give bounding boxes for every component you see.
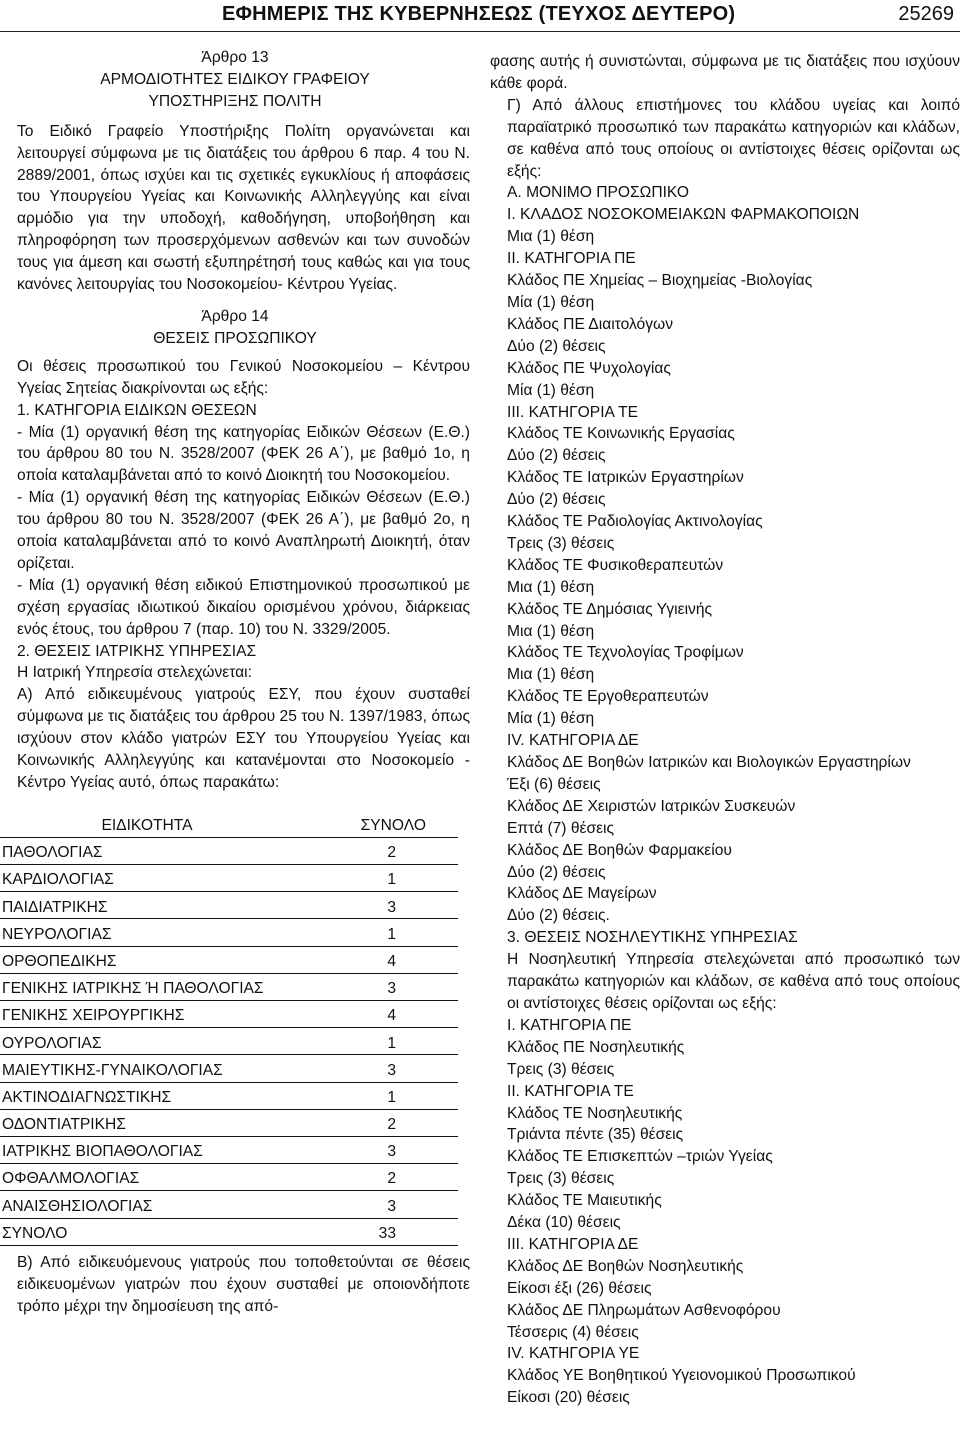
table-row — [0, 892, 458, 919]
staff-line: Είκοσι (20) θέσεις — [507, 1389, 630, 1407]
staff-line: IV. ΚΑΤΗΓΟΡΙΑ ΔΕ — [507, 732, 639, 750]
section-1-item-1: - Μία (1) οργανική θέση της κατηγορίας Ειδικών Θέσεων (Ε.Θ.) του άρθρου 80 του Ν. 3528/2007 (ΦΕΚ 26 Α΄), με βαθμό 1ο, η οποία καταλαμβάνεται από το κοινό Διοικητή του Νοσοκομείου. — [17, 423, 470, 485]
article-13-heading-1: ΑΡΜΟΔΙΟΤΗΤΕΣ ΕΙΔΙΚΟΥ ΓΡΑΦΕΙΟΥ — [100, 70, 370, 88]
col-total-header: ΣΥΝΟΛΟ — [360, 817, 426, 834]
specialty-name: ΙΑΤΡΙΚΗΣ ΒΙΟΠΑΘΟΛΟΓΙΑΣ — [2, 1143, 203, 1161]
staff-line: Α. ΜΟΝΙΜΟ ΠΡΟΣΩΠΙΚΟ — [507, 184, 689, 202]
staff-line: Κλάδος ΔΕ Χειριστών Ιατρικών Συσκευών — [507, 797, 796, 815]
staff-line: Κλάδος ΤΕ Εργοθεραπευτών — [507, 688, 709, 706]
staff-line: Κλάδος ΤΕ Νοσηλευτικής — [507, 1104, 683, 1122]
staff-line: Κλάδος ΥΕ Βοηθητικού Υγειονομικού Προσωπικού — [507, 1367, 856, 1385]
specialty-name: ΓΕΝΙΚΗΣ ΙΑΤΡΙΚΗΣ Ή ΠΑΘΟΛΟΓΙΑΣ — [2, 980, 264, 998]
staff-line: ΙΙ. ΚΑΤΗΓΟΡΙΑ ΠΕ — [507, 250, 636, 268]
table-row — [0, 837, 458, 864]
article-13-title: Άρθρο 13 — [201, 49, 269, 66]
staff-line: Μια (1) θέση — [507, 228, 595, 246]
staff-line: Είκοσι έξι (26) θέσεις — [507, 1279, 652, 1297]
article-13-body: Το Ειδικό Γραφείο Υποστήριξης Πολίτη οργανώνεται και λειτουργεί σύμφωνα με τις διατάξεις του άρθρου 6 παρ. 4 του Ν. 2889/2001, όπως ισχύει και τις σχετικές εγκυκλίους ή αποφάσεις του Υπουργείου Υγείας και Κοινωνικής Αλληλεγγύης και είναι αρμόδιο για την υποδοχή, καθοδήγηση, υποβοήθηση και πληροφόρηση των προσερχόμενων ασθενών και των συνοδών τους για άμεση και σωστή εξυπηρέτησή τους καθώς και για τους κανόνες λειτουργίας του Νοσοκομείου- Κέντρου Υγείας. — [17, 122, 470, 294]
staff-line: Μία (1) θέση — [507, 381, 595, 399]
section-2-title: 2. ΘΕΣΕΙΣ ΙΑΤΡΙΚΗΣ ΥΠΗΡΕΣΙΑΣ — [17, 642, 257, 660]
specialty-count: 1 — [387, 871, 396, 889]
specialty-count: 3 — [387, 980, 396, 998]
staff-line: Κλάδος ΔΕ Πληρωμάτων Ασθενοφόρου — [507, 1301, 781, 1319]
staff-line: Κλάδος ΠΕ Ψυχολογίας — [507, 359, 671, 377]
de-assistants-branch: Κλάδος ΔΕ Βοηθών Ιατρικών και Βιολογικών Εργαστηρίων — [507, 754, 911, 771]
article-14-title: Άρθρο 14 — [201, 307, 269, 325]
table-row — [0, 946, 458, 973]
section-1-item-2: - Μία (1) οργανική θέση της κατηγορίας Ειδικών Θέσεων (Ε.Θ.) του άρθρου 80 του Ν. 3528/2007 (ΦΕΚ 26 Α΄), με βαθμό 2ο, η οποία καταλαμβάνεται από το κοινό Αναπληρωτή Διοικητή, όταν ορίζεται. — [17, 489, 470, 572]
table-row — [0, 1218, 458, 1245]
staff-list-c — [490, 1015, 960, 1409]
staff-line: ΙΙ. ΚΑΤΗΓΟΡΙΑ ΤΕ — [507, 1082, 634, 1100]
specialty-name: ΓΕΝΙΚΗΣ ΧΕΙΡΟΥΡΓΙΚΗΣ — [2, 1007, 185, 1025]
table-row — [0, 919, 458, 946]
staff-line: Ι. ΚΑΤΗΓΟΡΙΑ ΠΕ — [507, 1016, 632, 1034]
staff-line: Κλάδος ΔΕ Βοηθών Νοσηλευτικής — [507, 1257, 744, 1275]
specialty-name: ΜΑΙΕΥΤΙΚΗΣ-ΓΥΝΑΙΚΟΛΟΓΙΑΣ — [2, 1061, 223, 1079]
section-1-item-3: - Μία (1) οργανική θέση ειδικού Επιστημονικού προσωπικού με σχέση εργασίας ιδιωτικού δικαίου ορισμένου χρόνου, διάρκειας ενός έτους, του άρθρου 7 (παρ. 10) του Ν. 3329/2005. — [17, 576, 470, 638]
staff-list-a — [490, 182, 960, 752]
staff-line: 3. ΘΕΣΕΙΣ ΝΟΣΗΛΕΥΤΙΚΗΣ ΥΠΗΡΕΣΙΑΣ — [507, 929, 798, 947]
staff-line: Κλάδος ΔΕ Μαγείρων — [507, 885, 657, 903]
staff-line: ΙΙΙ. ΚΑΤΗΓΟΡΙΑ ΤΕ — [507, 403, 639, 421]
para-c: Γ) Από άλλους επιστήμονες του κλάδου υγείας και λοιπό παραϊατρικό προσωπικό των παρακάτω κατηγοριών και κλάδων, σε καθένα από τους οποίους οι αντίστοιχες θέσεις ορίζονται ως εξής: — [507, 96, 960, 180]
specialty-name: ΝΕΥΡΟΛΟΓΙΑΣ — [2, 925, 112, 943]
specialty-count: 2 — [387, 1170, 396, 1188]
staff-line: Δύο (2) θέσεις — [507, 337, 606, 355]
staff-line: Κλάδος ΤΕ Κοινωνικής Εργασίας — [507, 425, 735, 443]
staff-line: Μια (1) θέση — [507, 666, 595, 684]
specialty-name: ΠΑΙΔΙΑΤΡΙΚΗΣ — [2, 898, 108, 916]
staff-line: Ι. ΚΛΑΔΟΣ ΝΟΣΟΚΟΜΕΙΑΚΩΝ ΦΑΡΜΑΚΟΠΟΙΩΝ — [507, 206, 860, 224]
staff-line: Μία (1) θέση — [507, 710, 595, 728]
table-row — [0, 1164, 458, 1191]
specialty-name: ΑΝΑΙΣΘΗΣΙΟΛΟΓΙΑΣ — [2, 1197, 153, 1215]
specialty-count: 3 — [387, 1197, 396, 1215]
specialty-count: 3 — [387, 1061, 396, 1079]
staff-line: Τρεις (3) θέσεις — [507, 1060, 615, 1078]
specialty-name: ΟΥΡΟΛΟΓΙΑΣ — [2, 1034, 102, 1052]
specialty-count: 4 — [387, 1007, 396, 1025]
staff-line: Τέσσερις (4) θέσεις — [507, 1323, 639, 1341]
continued-text: φασης αυτής ή συνιστώνται, σύμφωνα με τις διατάξεις που ισχύουν κάθε φορά. — [490, 53, 960, 92]
table-header-row — [0, 806, 458, 838]
staff-line: Δύο (2) θέσεις — [507, 447, 606, 465]
staff-line: Τριάντα πέντε (35) θέσεις — [507, 1126, 684, 1144]
specialty-name: ΟΔΟΝΤΙΑΤΡΙΚΗΣ — [2, 1116, 126, 1134]
specialty-count: 33 — [378, 1224, 396, 1242]
table-row — [0, 1001, 458, 1028]
specialty-count: 4 — [387, 952, 396, 970]
specialty-name: ΣΥΝΟΛΟ — [2, 1224, 68, 1242]
staff-line: IV. ΚΑΤΗΓΟΡΙΑ ΥΕ — [507, 1345, 640, 1363]
staff-line: Δύο (2) θέσεις. — [507, 907, 610, 925]
staff-line: Κλάδος ΤΕ Ιατρικών Εργαστηρίων — [507, 469, 744, 487]
specialty-name: ΟΦΘΑΛΜΟΛΟΓΙΑΣ — [2, 1170, 140, 1188]
staff-list-b — [490, 774, 960, 949]
staff-line: Μια (1) θέση — [507, 578, 595, 596]
left-column — [0, 47, 470, 1317]
staff-line: Κλάδος ΠΕ Νοσηλευτικής — [507, 1038, 685, 1056]
section-2-para-a: Α) Από ειδικευμένους γιατρούς ΕΣΥ, που έχουν συσταθεί σύμφωνα με τις διατάξεις του άρθρου 25 του Ν. 1397/1983, όπως ισχύουν στον κλάδο γιατρών ΕΣΥ του Υπουργείου Υγείας και Κοινωνικής Αλληλεγγύης και κατανέμονται στο Νοσοκομείο - Κέντρο Υγείας αυτό, όπως παρακάτω: — [17, 686, 470, 791]
specialty-count: 1 — [387, 1034, 396, 1052]
staff-line: Μια (1) θέση — [507, 622, 595, 640]
staff-line: Μία (1) θέση — [507, 293, 595, 311]
col-specialty-header: ΕΙΔΙΚΟΤΗΤΑ — [101, 817, 193, 834]
header-rule — [0, 31, 960, 32]
specialty-count: 1 — [387, 925, 396, 943]
gazette-title: ΕΦΗΜΕΡΙΣ ΤΗΣ ΚΥΒΕΡΝΗΣΕΩΣ (ΤΕΥΧΟΣ ΔΕΥΤΕΡΟ) — [222, 3, 736, 25]
staff-line: Κλάδος ΤΕ Δημόσιας Υγιεινής — [507, 600, 713, 618]
staff-line: Δύο (2) θέσεις — [507, 491, 606, 509]
article-14-heading: ΘΕΣΕΙΣ ΠΡΟΣΩΠΙΚΟΥ — [153, 329, 317, 347]
table-row — [0, 1028, 458, 1055]
table-row — [0, 1191, 458, 1218]
section-2-para-b: Β) Από ειδικευόμενους γιατρούς που τοποθετούνται σε θέσεις ειδικευομένων γιατρών που έχουν συσταθεί με οποιονδήποτε τρόπο μέχρι την δημοσίευση της από- — [17, 1253, 470, 1315]
section-2-intro: Η Ιατρική Υπηρεσία στελεχώνεται: — [17, 664, 252, 682]
staff-line: Κλάδος ΤΕ Τεχνολογίας Τροφίμων — [507, 644, 744, 662]
page-header — [0, 0, 960, 30]
staff-line: Κλάδος ΔΕ Βοηθών Φαρμακείου — [507, 841, 732, 859]
right-column — [490, 51, 960, 1409]
table-row — [0, 1082, 458, 1109]
staff-line: Τρεις (3) θέσεις — [507, 1170, 615, 1188]
staff-line: Δύο (2) θέσεις — [507, 863, 606, 881]
specialty-name: ΟΡΘΟΠΕΔΙΚΗΣ — [2, 952, 117, 970]
staff-line: Κλάδος ΠΕ Διαιτολόγων — [507, 315, 673, 333]
staff-line: Έξι (6) θέσεις — [507, 775, 601, 793]
table-row — [0, 973, 458, 1000]
specialty-count: 3 — [387, 1143, 396, 1161]
specialty-name: ΚΑΡΔΙΟΛΟΓΙΑΣ — [2, 871, 114, 889]
staff-line: Κλάδος ΤΕ Ραδιολογίας Ακτινολογίας — [507, 513, 763, 531]
staff-line: Δέκα (10) θέσεις — [507, 1214, 621, 1232]
specialty-count: 3 — [387, 898, 396, 916]
table-row — [0, 1136, 458, 1163]
table-row — [0, 1109, 458, 1136]
staff-line: Τρεις (3) θέσεις — [507, 534, 615, 552]
staff-line: Κλάδος ΤΕ Επισκεπτών –τριών Υγείας — [507, 1148, 773, 1166]
specialty-name: ΠΑΘΟΛΟΓΙΑΣ — [2, 844, 103, 862]
nursing-intro: Η Νοσηλευτική Υπηρεσία στελεχώνεται από προσωπικό των παρακάτω κατηγοριών και κλάδων, σε καθένα από τους οποίους οι αντίστοιχες θέσεις ορίζονται ως εξής: — [507, 951, 960, 1012]
staff-line: Κλάδος ΤΕ Μαιευτικής — [507, 1192, 662, 1210]
article-13-heading-2: ΥΠΟΣΤΗΡΙΞΗΣ ΠΟΛΙΤΗ — [148, 92, 322, 110]
specialty-count: 1 — [387, 1088, 396, 1106]
staff-line: Κλάδος ΠΕ Χημείας – Βιοχημείας -Βιολογίας — [507, 272, 813, 290]
table-row — [0, 1055, 458, 1082]
staff-line: Κλάδος ΤΕ Φυσικοθεραπευτών — [507, 556, 724, 574]
specialty-name: ΑΚΤΙΝΟΔΙΑΓΝΩΣΤΙΚΗΣ — [2, 1088, 172, 1106]
staff-line: ΙΙΙ. ΚΑΤΗΓΟΡΙΑ ΔΕ — [507, 1235, 639, 1253]
specialty-count: 2 — [387, 1116, 396, 1134]
page-number: 25269 — [898, 3, 954, 25]
table-row — [0, 865, 458, 892]
specialties-table — [0, 806, 458, 1246]
article-14-intro: Οι θέσεις προσωπικού του Γενικού Νοσοκομείου – Κέντρου Υγείας Σητείας διακρίνονται ως εξής: — [17, 357, 470, 397]
staff-line: Επτά (7) θέσεις — [507, 819, 615, 837]
section-1-title: 1. ΚΑΤΗΓΟΡΙΑ ΕΙΔΙΚΩΝ ΘΕΣΕΩΝ — [17, 401, 257, 419]
specialty-count: 2 — [387, 844, 396, 862]
